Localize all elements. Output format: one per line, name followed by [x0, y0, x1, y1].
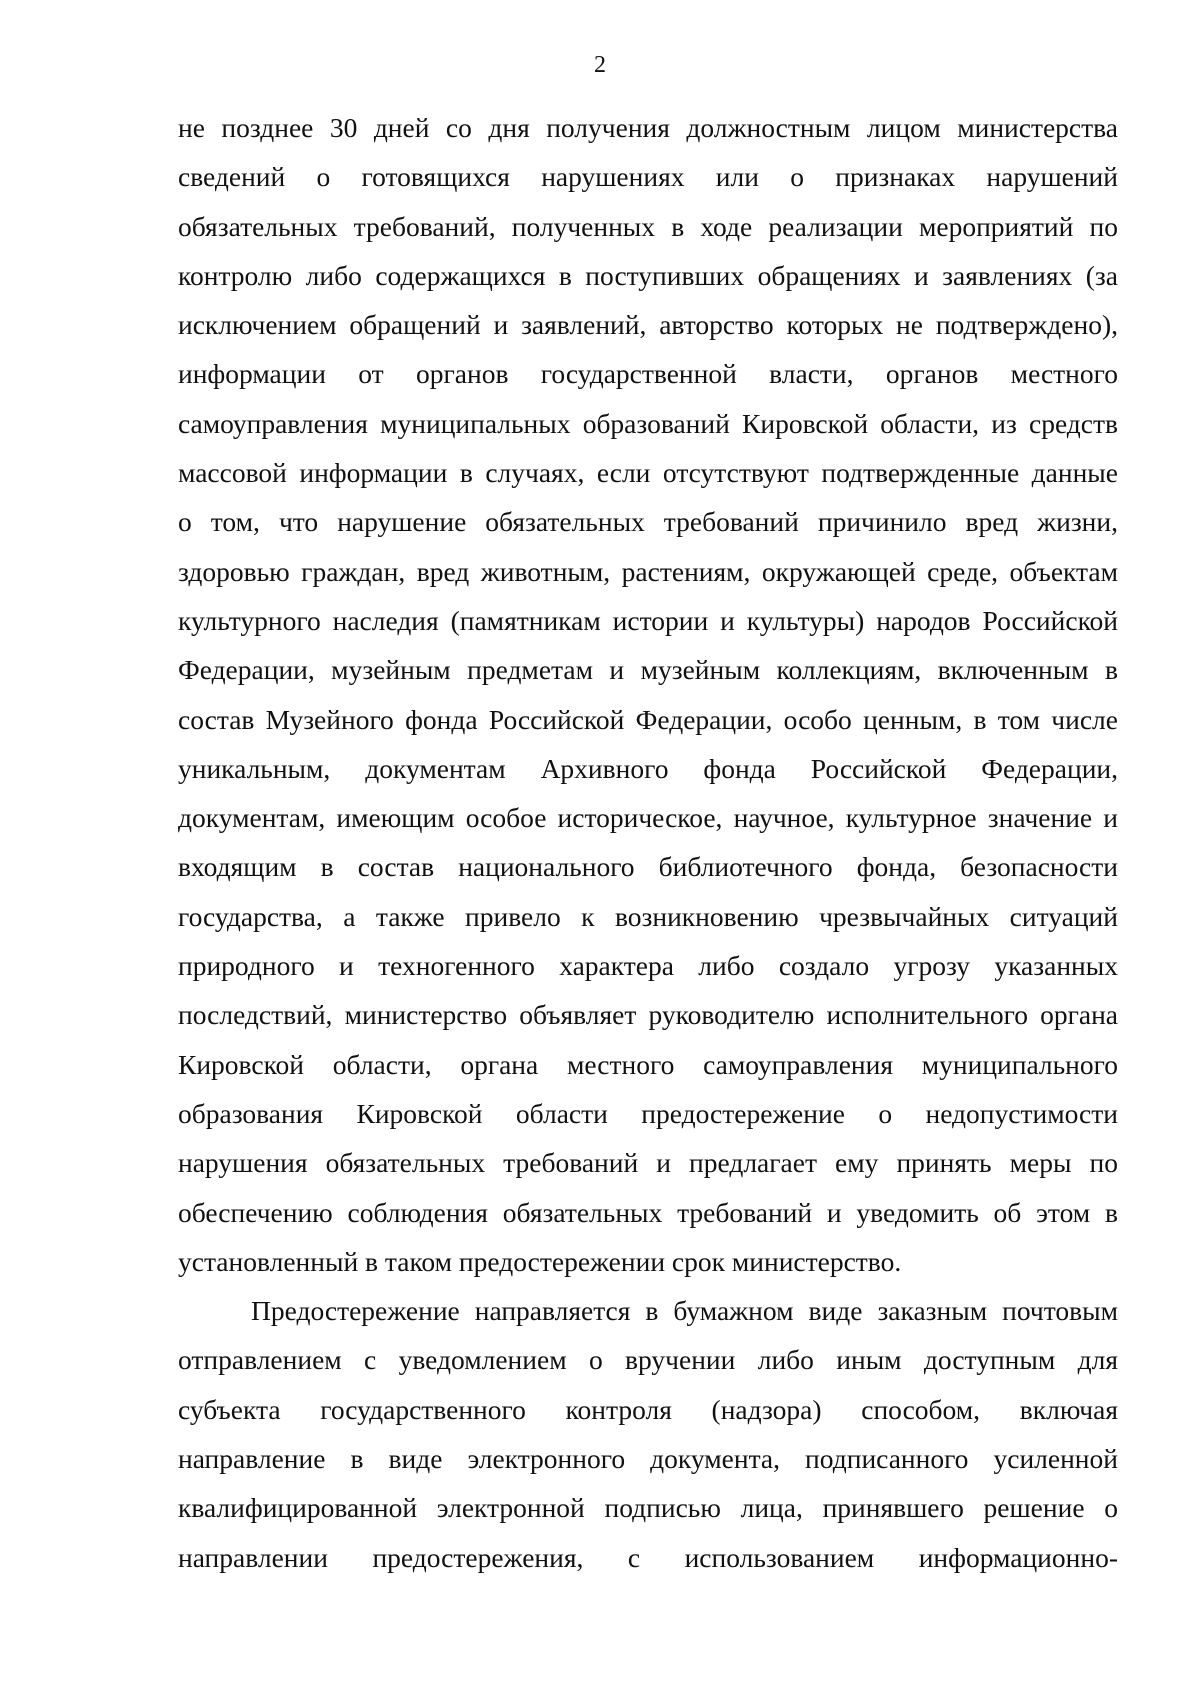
text-line: культурного наследия (памятникам истории и культуры) народов Российской: [178, 604, 1118, 636]
text-line: контролю либо содержащихся в поступивших обращениях и заявлениях (за: [178, 259, 1118, 291]
text-line: установленный в таком предостережении срок министерство.: [178, 1245, 902, 1277]
text-line: последствий, министерство объявляет руководителю исполнительного органа: [178, 999, 1118, 1031]
text-line: не позднее 30 дней со дня получения должностным лицом министерства: [178, 112, 1118, 143]
text-line: здоровью граждан, вред животным, растениям, окружающей среде, объектам: [178, 555, 1118, 587]
text-line: массовой информации в случаях, если отсутствуют подтвержденные данные: [178, 457, 1118, 489]
text-line: Федерации, музейным предметам и музейным коллекциям, включенным в: [178, 654, 1118, 686]
paragraph-2: [178, 1286, 1118, 1582]
text-line: нарушения обязательных требований и предлагает ему принять меры по: [178, 1147, 1118, 1179]
text-line: субъекта государственного контроля (надзора) способом, включая: [178, 1393, 1118, 1425]
paragraph-1: [178, 103, 1118, 1286]
text-line: сведений о готовящихся нарушениях или о признаках нарушений: [178, 161, 1118, 193]
text-line: государства, а также привело к возникновению чрезвычайных ситуаций: [178, 900, 1118, 932]
text-line: обеспечению соблюдения обязательных требований и уведомить об этом в: [178, 1196, 1118, 1228]
text-line: уникальным, документам Архивного фонда Российской Федерации,: [178, 752, 1118, 784]
text-line: состав Музейного фонда Российской Федерации, особо ценным, в том числе: [178, 703, 1118, 735]
page-number: 2: [594, 52, 606, 78]
text-line: квалифицированной электронной подписью лица, принявшего решение о: [178, 1492, 1118, 1524]
text-line: направление в виде электронного документа, подписанного усиленной: [178, 1443, 1118, 1475]
text-line: информации от органов государственной власти, органов местного: [178, 358, 1118, 390]
text-line: исключением обращений и заявлений, авторство которых не подтверждено),: [178, 309, 1118, 341]
text-line: самоуправления муниципальных образований Кировской области, из средств: [178, 407, 1118, 439]
text-line: Кировской области, органа местного самоуправления муниципального: [178, 1048, 1118, 1080]
text-line: образования Кировской области предостережение о недопустимости: [178, 1097, 1118, 1129]
text-line: Предостережение направляется в бумажном виде заказным почтовым: [251, 1295, 1118, 1327]
text-line: природного и техногенного характера либо создало угрозу указанных: [178, 950, 1118, 982]
text-line: документам, имеющим особое историческое, научное, культурное значение и: [178, 802, 1118, 834]
text-line: входящим в состав национального библиотечного фонда, безопасности: [178, 851, 1118, 883]
text-line: обязательных требований, полученных в ходе реализации мероприятий по: [178, 210, 1118, 242]
document-body: [178, 103, 1118, 1582]
text-line: о том, что нарушение обязательных требований причинило вред жизни,: [178, 506, 1118, 538]
text-line: направлении предостережения, с использованием информационно-: [178, 1541, 1118, 1573]
text-line: отправлением с уведомлением о вручении либо иным доступным для: [178, 1344, 1118, 1376]
